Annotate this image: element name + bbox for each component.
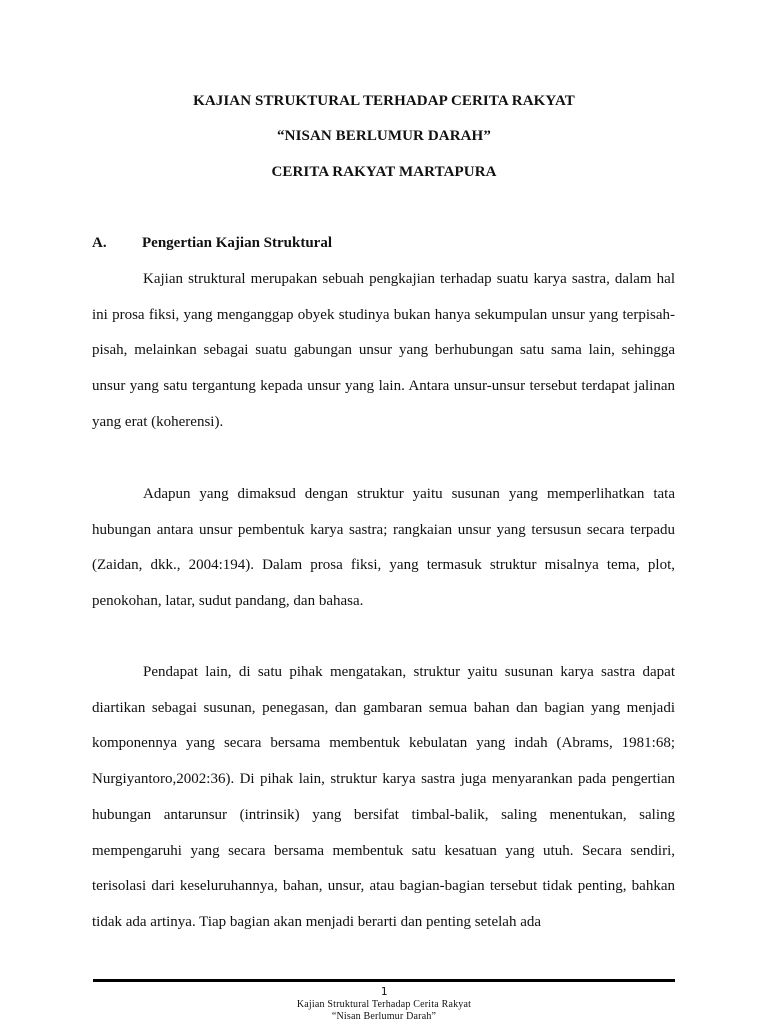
document-title-line-1: KAJIAN STRUKTURAL TERHADAP CERITA RAKYAT — [193, 93, 575, 109]
document-title-line-3: CERITA RAKYAT MARTAPURA — [271, 164, 497, 180]
paragraph-2: Adapun yang dimaksud dengan struktur yaitu susunan yang memperlihatkan tata hubungan antara unsur pembentuk karya sastra; rangkaian unsur yang tersusun secara terpadu (Zaidan, dkk., 2004:194). Dalam prosa fiksi, yang termasuk struktur misalnya tema, plot, penokohan, latar, sudut pandang, dan bahasa. — [92, 486, 675, 610]
footer-divider — [93, 979, 675, 982]
footer-line-2: “Nisan Berlumur Darah” — [331, 1011, 437, 1022]
section-heading-text: Pengertian Kajian Struktural — [142, 235, 332, 251]
paragraph-3: Pendapat lain, di satu pihak mengatakan, struktur yaitu susunan karya sastra dapat diartikan sebagai susunan, penegasan, dan gambaran semua bahan dan bagian yang menjadi komponennya yang secara bersama membentuk kebulatan yang indah (Abrams, 1981:68; Nurgiyantoro,2002:36). Di pihak lain, struktur karya sastra juga menyarankan pada pengertian hubungan antarunsur (intrinsik) yang bersifat timbal-balik, saling menentukan, saling mempengaruhi yang secara bersama membentuk satu kesatuan yang utuh. Secara sendiri, terisolasi dari keseluruhannya, bahan, unsur, atau bagian-bagian tersebut tidak penting, bahkan tidak ada artinya. Tiap bagian akan menjadi berarti dan penting setelah ada — [92, 664, 675, 930]
section-number: A. — [92, 235, 107, 251]
paragraph-1: Kajian struktural merupakan sebuah pengkajian terhadap suatu karya sastra, dalam hal ini prosa fiksi, yang menganggap obyek studinya bukan hanya sekumpulan unsur yang terpisah-pisah, melainkan sebagai suatu gabungan unsur yang berhubungan satu sama lain, sehingga unsur yang satu tergantung kepada unsur yang lain. Antara unsur-unsur tersebut terdapat jalinan yang erat (koherensi). — [92, 271, 675, 430]
section-heading — [92, 235, 332, 252]
footer-line-1: Kajian Struktural Terhadap Cerita Rakyat — [296, 999, 472, 1010]
document-title-line-2: “NISAN BERLUMUR DARAH” — [277, 128, 491, 144]
page-number: 1 — [380, 985, 388, 998]
